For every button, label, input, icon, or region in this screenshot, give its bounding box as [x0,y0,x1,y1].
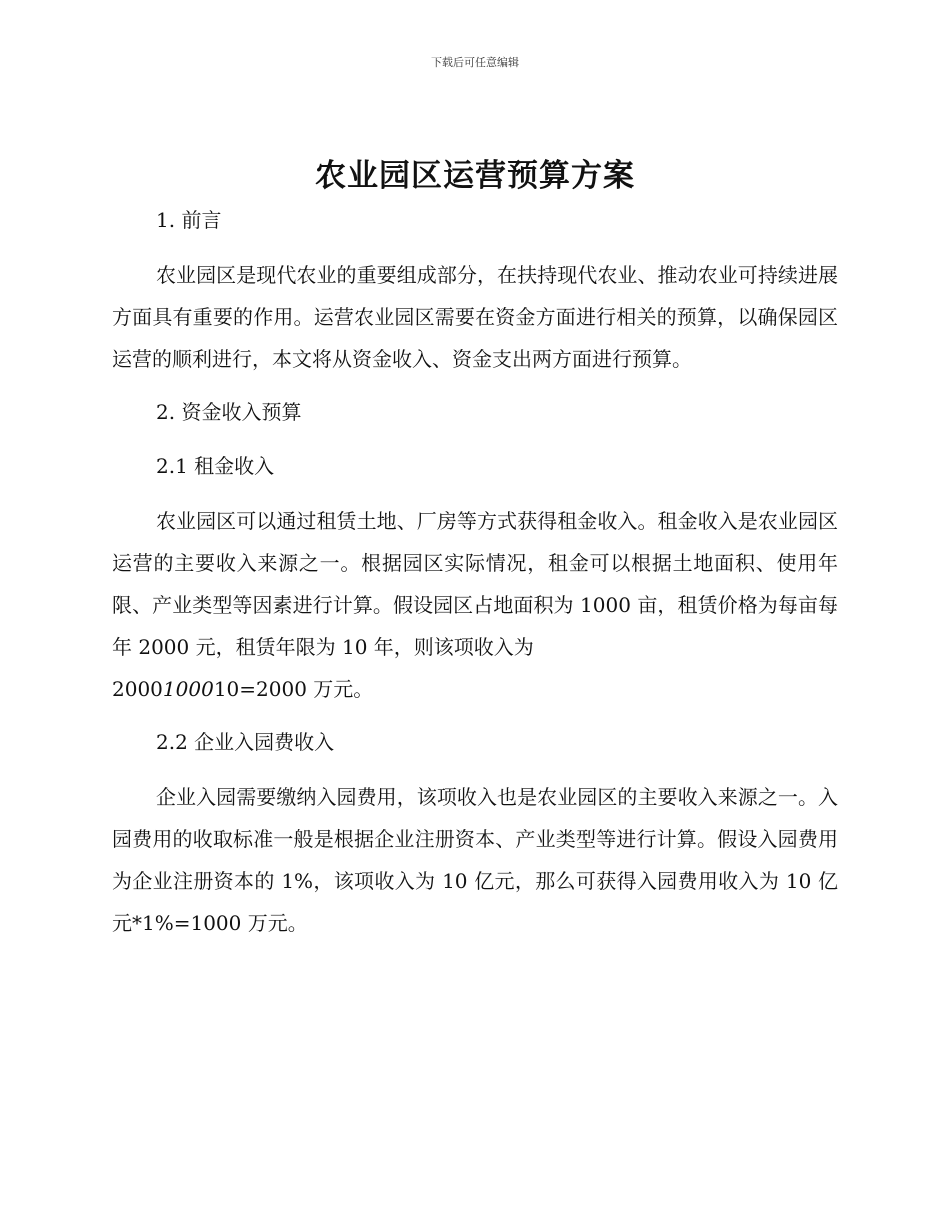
income-heading: 2. 资金收入预算 [156,400,302,424]
header-note: 下载后可任意编辑 [431,56,519,69]
rent-calc-c: 10=2000 万元。 [213,677,374,701]
spacer [112,762,838,776]
entry-fee-paragraph: 企业入园需要缴纳入园费用，该项收入也是农业园区的主要收入来源之一。入园费用的收取标准一般是根据企业注册资本、产业类型等进行计算。假设入园费用为企业注册资本的 1%，该项收入为 10 亿元，那么可获得入园费用收入为 10 亿元*1%=1000 万元。 [112,785,838,935]
entry-fee-heading: 2.2 企业入园费收入 [156,730,335,754]
spacer [112,432,838,446]
rent-paragraph-text: 农业园区可以通过租赁土地、厂房等方式获得租金收入。租金收入是农业园区运营的主要收入来源之一。根据园区实际情况，租金可以根据土地面积、使用年限、产业类型等因素进行计算。假设园区占地面积为 1000 亩，租赁价格为每亩每年 2000 元，租赁年限为 10 年，则该项收入为 [112,509,838,659]
spacer [112,240,838,254]
document-body [112,200,838,944]
rent-calc-b: 1000 [162,677,214,701]
spacer [112,486,838,500]
rent-paragraph [112,500,838,668]
spacer [112,710,838,722]
rent-calculation-line [112,668,838,710]
preface-paragraph: 农业园区是现代农业的重要组成部分，在扶持现代农业、推动农业可持续进展方面具有重要的作用。运营农业园区需要在资金方面进行相关的预算，以确保园区运营的顺利进行，本文将从资金收入、资金支出两方面进行预算。 [112,263,838,371]
spacer [112,380,838,392]
rent-calc-a: 2000 [112,677,163,701]
rent-heading: 2.1 租金收入 [156,454,275,478]
preface-heading: 1. 前言 [156,208,222,232]
document-title: 农业园区运营预算方案 [315,158,635,194]
